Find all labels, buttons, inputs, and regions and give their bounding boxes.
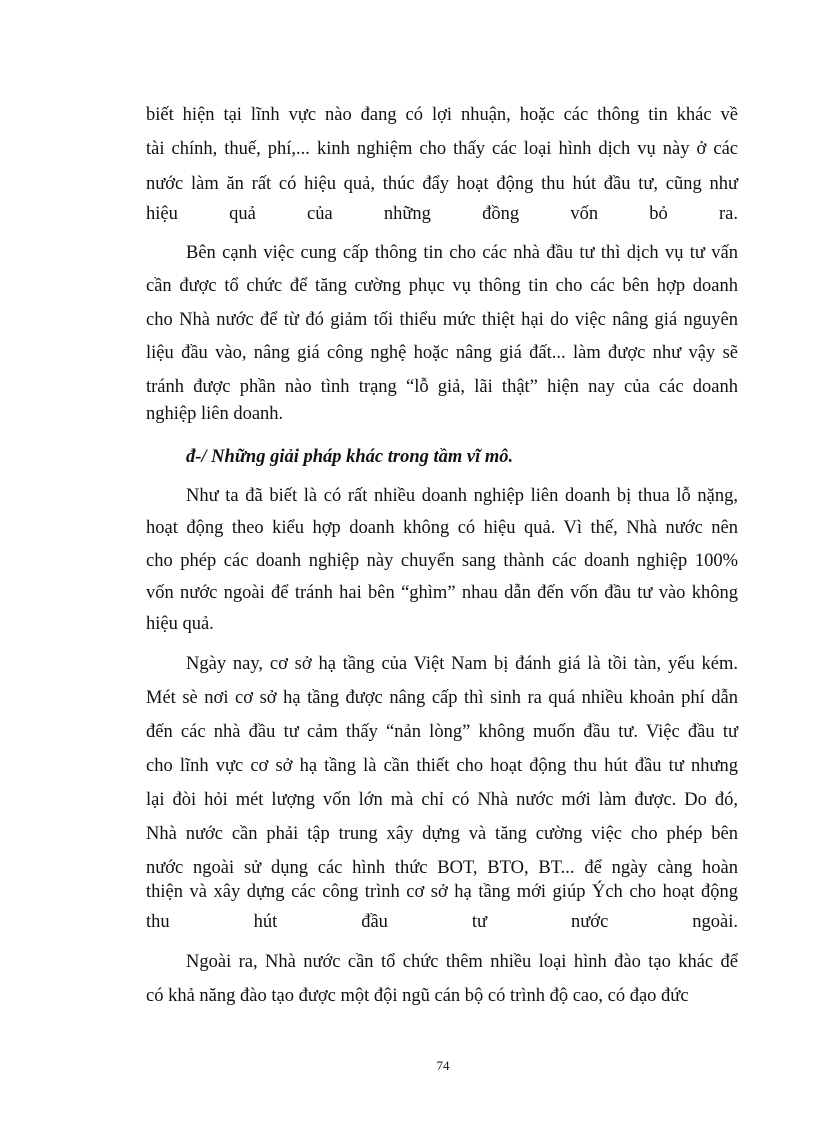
text-line: tài chính, thuế, phí,... kinh nghiệm cho thấy các loại hình dịch vụ này ở các <box>146 139 738 159</box>
text-line: vốn nước ngoài để tránh hai bên “ghìm” nhau dẫn đến vốn đầu tư vào không <box>146 583 738 603</box>
page-number: 74 <box>436 1058 450 1073</box>
text-line: biết hiện tại lĩnh vực nào đang có lợi nhuận, hoặc các thông tin khác về <box>146 105 738 125</box>
text-line: cho phép các doanh nghiệp này chuyển sang thành các doanh nghiệp 100% <box>146 551 738 571</box>
text-line: hiệu quả của những đồng vốn bỏ ra. <box>146 204 738 224</box>
text-line: Ngày nay, cơ sở hạ tầng của Việt Nam bị đánh giá là tồi tàn, yếu kém. <box>186 654 738 674</box>
text-line: nước làm ăn rất có hiệu quả, thúc đẩy hoạt động thu hút đầu tư, cũng như <box>146 174 738 194</box>
text-line: lại đòi hỏi mét lượng vốn lớn mà chỉ có Nhà nước mới làm được. Do đó, <box>146 790 738 810</box>
text-line: Bên cạnh việc cung cấp thông tin cho các nhà đầu tư thì dịch vụ tư vấn <box>186 243 738 263</box>
text-line: Mét sè nơi cơ sở hạ tầng được nâng cấp thì sinh ra quá nhiều khoản phí dẫn <box>146 688 738 708</box>
text-line: Như ta đã biết là có rất nhiều doanh nghiệp liên doanh bị thua lỗ nặng, <box>186 486 738 506</box>
text-line: cần được tổ chức để tăng cường phục vụ thông tin cho các bên hợp doanh <box>146 276 738 296</box>
text-line: đến các nhà đầu tư cảm thấy “nản lòng” không muốn đầu tư. Việc đầu tư <box>146 722 738 742</box>
text-line: có khả năng đào tạo được một đội ngũ cán bộ có trình độ cao, có đạo đức <box>146 986 689 1006</box>
text-line: nghiệp liên doanh. <box>146 404 284 424</box>
text-line: cho lĩnh vực cơ sở hạ tầng là cần thiết cho hoạt động thu hút đầu tư nhưng <box>146 756 738 776</box>
text-line: liệu đầu vào, nâng giá công nghệ hoặc nâng giá đất... làm được như vậy sẽ <box>146 343 738 363</box>
text-line: Ngoài ra, Nhà nước cần tổ chức thêm nhiều loại hình đào tạo khác để <box>186 952 738 972</box>
text-line: nước ngoài sử dụng các hình thức BOT, BTO, BT... để ngày càng hoàn <box>146 858 738 878</box>
text-line: hoạt động theo kiểu hợp doanh không có hiệu quả. Vì thế, Nhà nước nên <box>146 518 738 538</box>
text-line: hiệu quả. <box>146 614 214 634</box>
text-line: thu hút đầu tư nước ngoài. <box>146 912 738 932</box>
text-line: Nhà nước cần phải tập trung xây dựng và tăng cường việc cho phép bên <box>146 824 738 844</box>
text-line: cho Nhà nước để từ đó giảm tối thiểu mức thiệt hại do việc nâng giá nguyên <box>146 310 738 330</box>
text-line: tránh được phần nào tình trạng “lỗ giả, lãi thật” hiện nay của các doanh <box>146 377 738 397</box>
section-heading: đ-/ Những giải pháp khác trong tầm vĩ mô. <box>186 447 514 467</box>
text-line: thiện và xây dựng các công trình cơ sở hạ tầng mới giúp Ých cho hoạt động <box>146 882 738 902</box>
